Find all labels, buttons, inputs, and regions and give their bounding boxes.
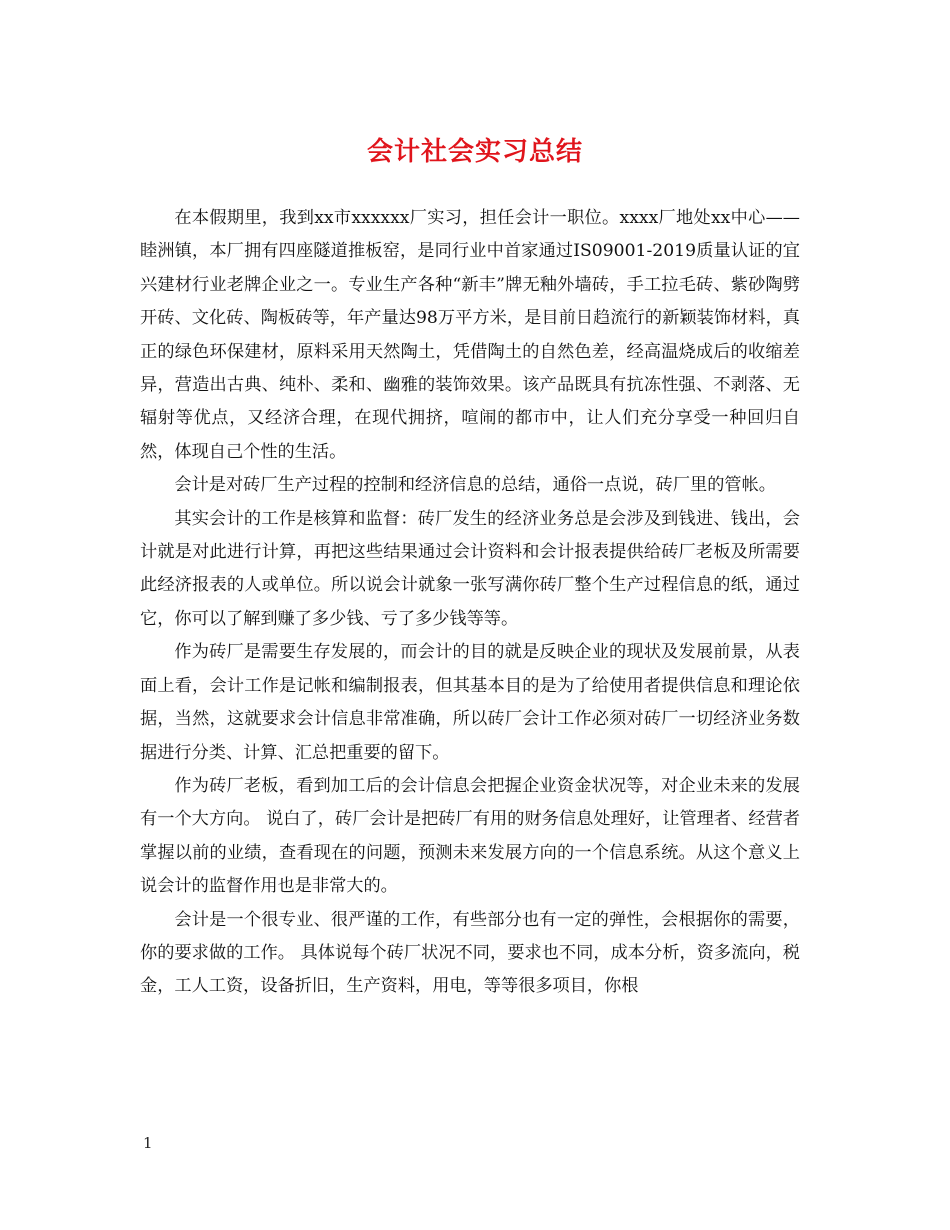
paragraph-5: 作为砖厂老板，看到加工后的会计信息会把握企业资金状况等，对企业未来的发展有一个大方向。 说白了，砖厂会计是把砖厂有用的财务信息处理好，让管理者、经营者掌握以前的业绩，查看现在的问题，预测未来发展方向的一个信息系统。从这个意义上说会计的监督作用也是非常大的。: [140, 775, 800, 897]
document-body: [140, 202, 800, 1004]
paragraph-6: 会计是一个很专业、很严谨的工作，有些部分也有一定的弹性，会根据你的需要，你的要求做的工作。 具体说每个砖厂状况不同，要求也不同，成本分析，资多流向，税金，工人工资，设备折旧，生产资料，用电，等等很多项目，你根: [140, 909, 800, 997]
document-title: 会计社会实习总结: [366, 137, 583, 167]
paragraph-2: 会计是对砖厂生产过程的控制和经济信息的总结，通俗一点说，砖厂里的管帐。: [174, 475, 776, 496]
paragraph-1: 在本假期里，我到xx市xxxxxx厂实习，担任会计一职位。xxxx厂地处xx中心——睦洲镇，本厂拥有四座隧道推板窑，是同行业中首家通过IS09001-2019质量认证的宜兴建材行业老牌企业之一。专业生产各种“新丰”牌无釉外墙砖，手工拉毛砖、紫砂陶劈开砖、文化砖、陶板砖等，年产量达98万平方米，是目前日趋流行的新颖装饰材料，真正的绿色环保建材，原料采用天然陶土，凭借陶土的自然色差，经高温烧成后的收缩差异，营造出古典、纯朴、柔和、幽雅的装饰效果。该产品既具有抗冻性强、不剥落、无辐射等优点，又经济合理，在现代拥挤，喧闹的都市中，让人们充分享受一种回归自然，体现自己个性的生活。: [140, 208, 800, 462]
page-number: 1: [143, 1134, 153, 1152]
paragraph-3: 其实会计的工作是核算和监督：砖厂发生的经济业务总是会涉及到钱进、钱出，会计就是对此进行计算，再把这些结果通过会计资料和会计报表提供给砖厂老板及所需要此经济报表的人或单位。所以说会计就象一张写满你砖厂整个生产过程信息的纸，通过它，你可以了解到赚了多少钱、亏了多少钱等等。: [140, 508, 800, 629]
paragraph-4: 作为砖厂是需要生存发展的，而会计的目的就是反映企业的现状及发展前景，从表面上看，会计工作是记帐和编制报表，但其基本目的是为了给使用者提供信息和理论依据，当然，这就要求会计信息非常准确，所以砖厂会计工作必须对砖厂一切经济业务数据进行分类、计算、汇总把重要的留下。: [140, 642, 800, 763]
